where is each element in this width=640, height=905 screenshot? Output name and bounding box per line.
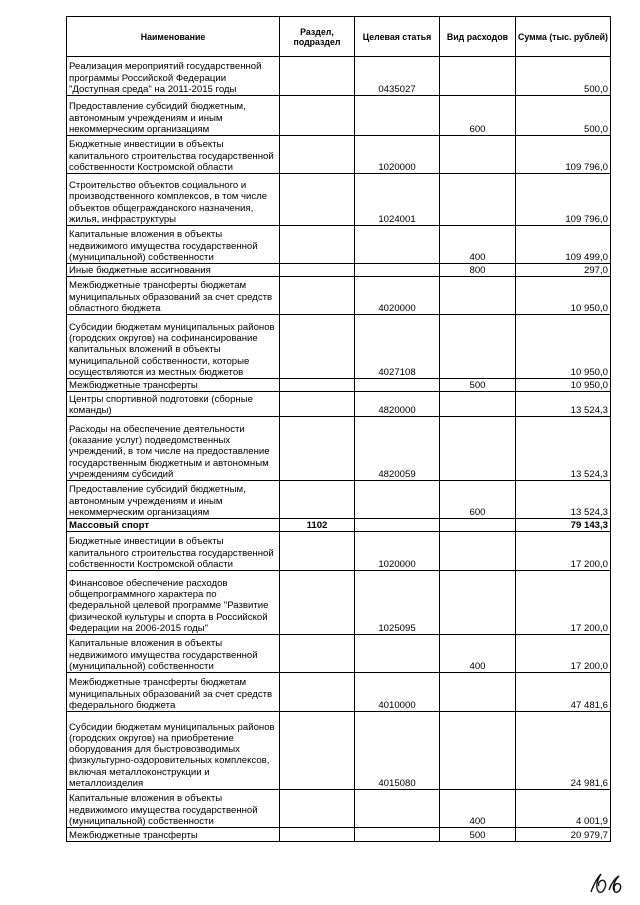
cell-target bbox=[355, 635, 440, 673]
table-row bbox=[67, 392, 611, 417]
cell-target bbox=[355, 790, 440, 828]
cell-name: Капитальные вложения в объекты недвижимого имущества государственной (муниципальной) собственности bbox=[67, 226, 280, 264]
cell-target: 4010000 bbox=[355, 673, 440, 712]
cell-name: Межбюджетные трансферты бюджетам муниципальных образований за счет средств федерального бюджета bbox=[67, 673, 280, 712]
cell-section bbox=[280, 712, 355, 790]
cell-target bbox=[355, 226, 440, 264]
cell-target bbox=[355, 379, 440, 392]
table-row bbox=[67, 519, 611, 532]
cell-name: Субсидии бюджетам муниципальных районов (городских округов) на софинансирование капитальных вложений в объекты муниципальной собственности, которые осуществляются из местных бюджетов bbox=[67, 315, 280, 379]
cell-section bbox=[280, 96, 355, 136]
cell-type bbox=[440, 532, 516, 571]
cell-amount: 500,0 bbox=[516, 96, 611, 136]
cell-section bbox=[280, 392, 355, 417]
cell-target: 4020000 bbox=[355, 277, 440, 315]
cell-section bbox=[280, 571, 355, 635]
cell-name: Бюджетные инвестиции в объекты капитального строительства государственной собственности Костромской области bbox=[67, 532, 280, 571]
cell-section bbox=[280, 315, 355, 379]
handwritten-page-number bbox=[585, 868, 633, 898]
cell-amount: 47 481,6 bbox=[516, 673, 611, 712]
cell-name: Иные бюджетные ассигнования bbox=[67, 264, 280, 277]
cell-type: 400 bbox=[440, 226, 516, 264]
cell-section bbox=[280, 226, 355, 264]
cell-section bbox=[280, 481, 355, 519]
table-row bbox=[67, 57, 611, 96]
cell-type bbox=[440, 315, 516, 379]
cell-amount: 109 499,0 bbox=[516, 226, 611, 264]
cell-name: Предоставление субсидий бюджетным, автономным учреждениям и иным некоммерческим организациям bbox=[67, 96, 280, 136]
cell-type: 800 bbox=[440, 264, 516, 277]
table-row bbox=[67, 174, 611, 226]
cell-section bbox=[280, 277, 355, 315]
table-row bbox=[67, 226, 611, 264]
table-row bbox=[67, 712, 611, 790]
cell-name: Капитальные вложения в объекты недвижимого имущества государственной (муниципальной) собственности bbox=[67, 790, 280, 828]
header-amount: Сумма (тыс. рублей) bbox=[516, 17, 611, 57]
cell-section bbox=[280, 57, 355, 96]
cell-type bbox=[440, 712, 516, 790]
cell-section bbox=[280, 828, 355, 842]
cell-target: 1024001 bbox=[355, 174, 440, 226]
cell-name: Капитальные вложения в объекты недвижимого имущества государственной (муниципальной) собственности bbox=[67, 635, 280, 673]
cell-amount: 17 200,0 bbox=[516, 571, 611, 635]
cell-section bbox=[280, 379, 355, 392]
cell-section bbox=[280, 532, 355, 571]
cell-section bbox=[280, 264, 355, 277]
header-section: Раздел, подраздел bbox=[280, 17, 355, 57]
cell-amount: 109 796,0 bbox=[516, 136, 611, 174]
header-name: Наименование bbox=[67, 17, 280, 57]
cell-section bbox=[280, 673, 355, 712]
cell-name: Финансовое обеспечение расходов общепрограммного характера по федеральной целевой программе "Развитие физической культуры и спорта в Российской Федерации на 2006-2015 годы" bbox=[67, 571, 280, 635]
cell-type bbox=[440, 519, 516, 532]
cell-amount: 4 001,9 bbox=[516, 790, 611, 828]
cell-type: 600 bbox=[440, 481, 516, 519]
table-row bbox=[67, 136, 611, 174]
budget-table bbox=[66, 16, 611, 842]
cell-amount: 10 950,0 bbox=[516, 379, 611, 392]
table-row bbox=[67, 532, 611, 571]
cell-amount: 17 200,0 bbox=[516, 635, 611, 673]
cell-target: 4027108 bbox=[355, 315, 440, 379]
cell-target: 4820000 bbox=[355, 392, 440, 417]
table-row bbox=[67, 315, 611, 379]
cell-type bbox=[440, 417, 516, 481]
cell-amount: 79 143,3 bbox=[516, 519, 611, 532]
cell-target bbox=[355, 264, 440, 277]
table-row bbox=[67, 379, 611, 392]
cell-amount: 20 979,7 bbox=[516, 828, 611, 842]
table-row bbox=[67, 673, 611, 712]
cell-amount: 10 950,0 bbox=[516, 277, 611, 315]
cell-section bbox=[280, 635, 355, 673]
table-row bbox=[67, 790, 611, 828]
table-row bbox=[67, 571, 611, 635]
cell-target: 4820059 bbox=[355, 417, 440, 481]
cell-type bbox=[440, 392, 516, 417]
cell-name: Межбюджетные трансферты bbox=[67, 379, 280, 392]
cell-amount: 24 981,6 bbox=[516, 712, 611, 790]
cell-amount: 109 796,0 bbox=[516, 174, 611, 226]
table-row bbox=[67, 635, 611, 673]
table-row bbox=[67, 417, 611, 481]
cell-name: Межбюджетные трансферты bbox=[67, 828, 280, 842]
cell-amount: 13 524,3 bbox=[516, 392, 611, 417]
header-expense-type: Вид расходов bbox=[440, 17, 516, 57]
cell-type: 500 bbox=[440, 828, 516, 842]
cell-name: Массовый спорт bbox=[67, 519, 280, 532]
cell-type bbox=[440, 571, 516, 635]
cell-target: 1020000 bbox=[355, 136, 440, 174]
cell-type bbox=[440, 174, 516, 226]
cell-section bbox=[280, 136, 355, 174]
cell-amount: 17 200,0 bbox=[516, 532, 611, 571]
cell-target bbox=[355, 828, 440, 842]
cell-type bbox=[440, 136, 516, 174]
cell-type: 600 bbox=[440, 96, 516, 136]
cell-type: 400 bbox=[440, 790, 516, 828]
cell-amount: 500,0 bbox=[516, 57, 611, 96]
cell-name: Межбюджетные трансферты бюджетам муниципальных образований за счет средств областного бюджета bbox=[67, 277, 280, 315]
cell-type bbox=[440, 673, 516, 712]
cell-amount: 297,0 bbox=[516, 264, 611, 277]
cell-type bbox=[440, 277, 516, 315]
table-row bbox=[67, 264, 611, 277]
cell-section: 1102 bbox=[280, 519, 355, 532]
table-header-row bbox=[67, 17, 611, 57]
table-row bbox=[67, 96, 611, 136]
cell-target: 0435027 bbox=[355, 57, 440, 96]
cell-type bbox=[440, 57, 516, 96]
cell-amount: 10 950,0 bbox=[516, 315, 611, 379]
cell-target: 4015080 bbox=[355, 712, 440, 790]
cell-target: 1025095 bbox=[355, 571, 440, 635]
cell-section bbox=[280, 790, 355, 828]
table-row bbox=[67, 828, 611, 842]
cell-name: Строительство объектов социального и производственного комплексов, в том числе объектов общегражданского назначения, жилья, инфраструктуры bbox=[67, 174, 280, 226]
header-target: Целевая статья bbox=[355, 17, 440, 57]
cell-target bbox=[355, 519, 440, 532]
cell-name: Центры спортивной подготовки (сборные команды) bbox=[67, 392, 280, 417]
cell-section bbox=[280, 174, 355, 226]
table-row bbox=[67, 277, 611, 315]
cell-type: 400 bbox=[440, 635, 516, 673]
cell-target bbox=[355, 481, 440, 519]
table-row bbox=[67, 481, 611, 519]
cell-name: Расходы на обеспечение деятельности (оказание услуг) подведомственных учреждений, в том числе на предоставление государственным бюджетным и автономным учреждениям субсидий bbox=[67, 417, 280, 481]
cell-target: 1020000 bbox=[355, 532, 440, 571]
cell-name: Реализация мероприятий государственной программы Российской Федерации "Доступная среда" на 2011-2015 годы bbox=[67, 57, 280, 96]
cell-name: Предоставление субсидий бюджетным, автономным учреждениям и иным некоммерческим организациям bbox=[67, 481, 280, 519]
cell-amount: 13 524,3 bbox=[516, 417, 611, 481]
cell-target bbox=[355, 96, 440, 136]
cell-amount: 13 524,3 bbox=[516, 481, 611, 519]
cell-type: 500 bbox=[440, 379, 516, 392]
cell-name: Субсидии бюджетам муниципальных районов (городских округов) на приобретение оборудования для быстровозводимых физкультурно-оздоровительных комплексов, включая металлоконструкции и металлоизделия bbox=[67, 712, 280, 790]
cell-name: Бюджетные инвестиции в объекты капитального строительства государственной собственности Костромской области bbox=[67, 136, 280, 174]
cell-section bbox=[280, 417, 355, 481]
